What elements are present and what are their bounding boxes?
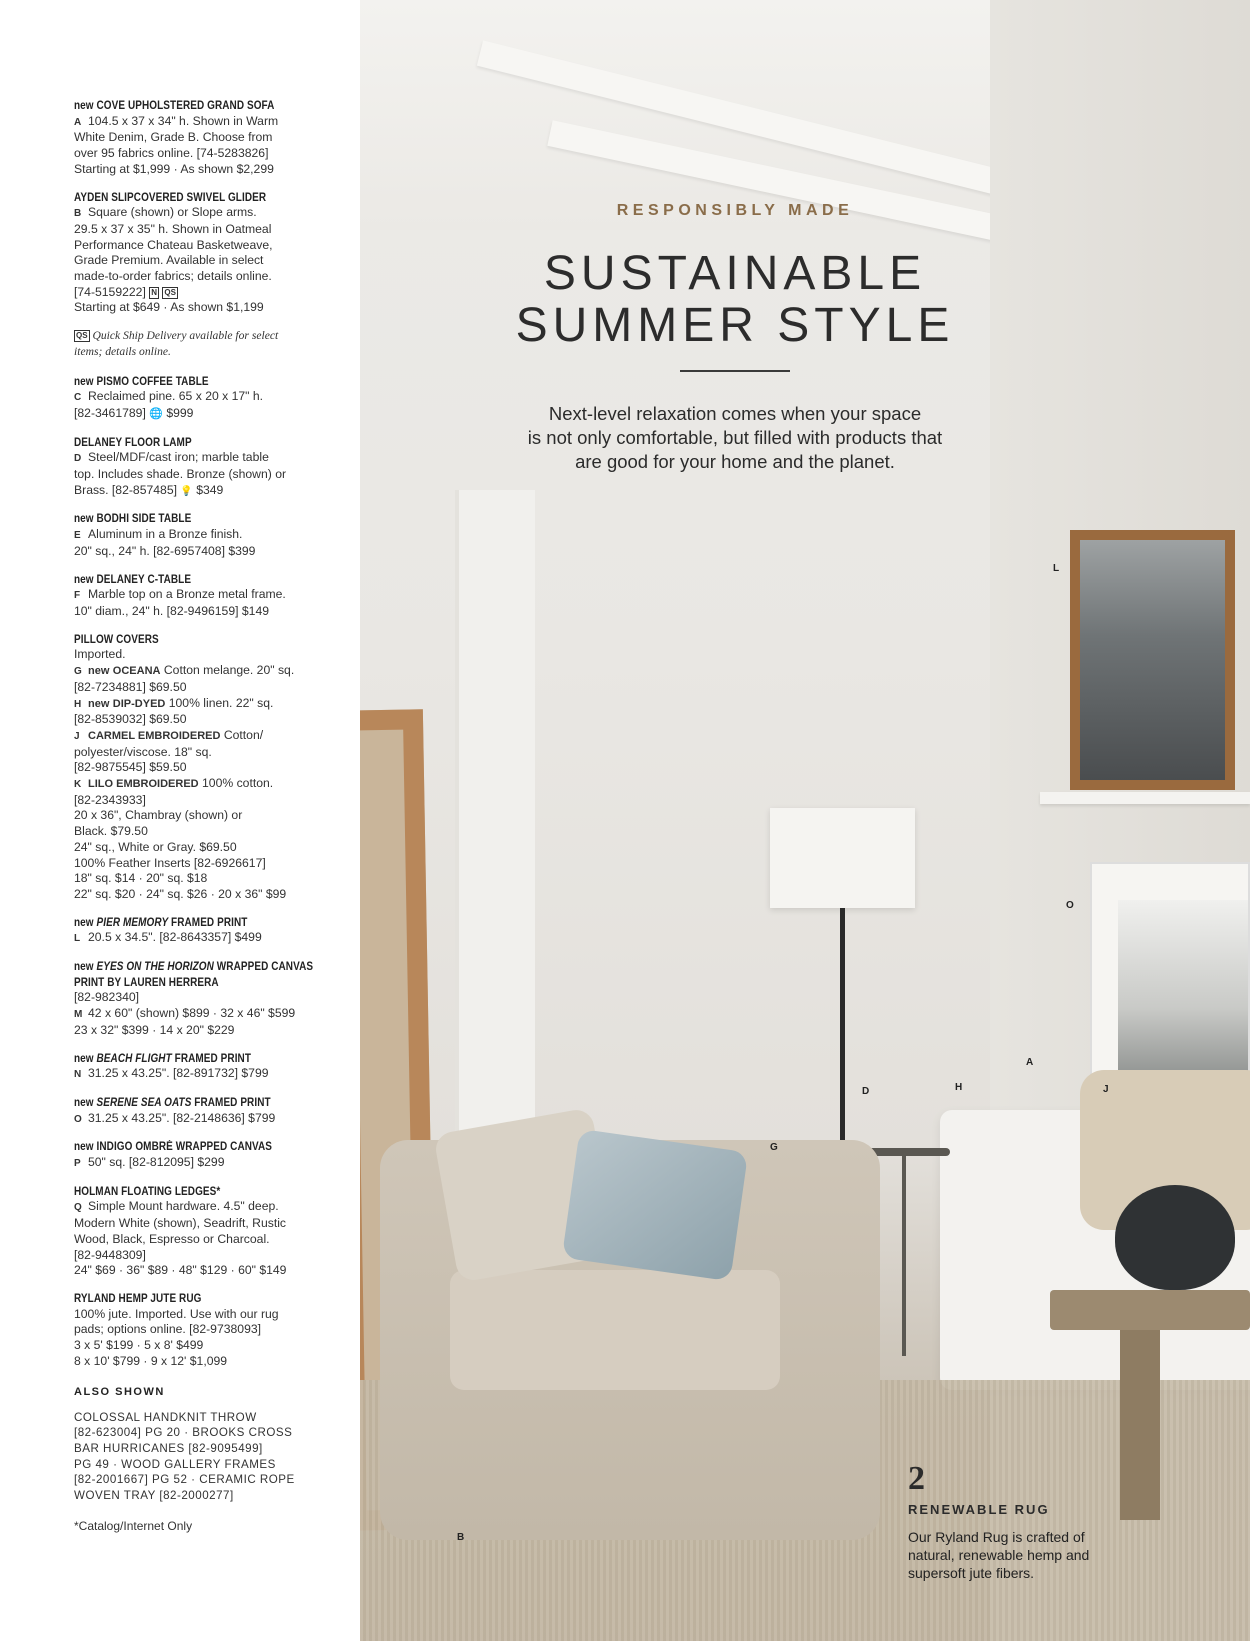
also-shown-title: ALSO SHOWN <box>74 1385 165 1398</box>
also-shown-line: [82-623004] PG 20 · BROOKS CROSS <box>74 1426 293 1440</box>
product-holman-ledges <box>74 1184 350 1279</box>
detail-text: Marble top on a Bronze metal frame. <box>88 587 286 602</box>
product-name: WRAPPED CANVAS <box>216 960 314 974</box>
item-key: G <box>74 666 82 678</box>
product-title <box>74 1051 311 1067</box>
also-shown-line: PG 49 · WOOD GALLERY FRAMES <box>74 1457 276 1471</box>
price-text: $349 <box>196 482 224 497</box>
detail-text: 100% cotton. <box>202 776 274 791</box>
product-detail <box>74 587 350 604</box>
item-key: L <box>74 933 81 945</box>
also-shown-line: COLOSSAL HANDKNIT THROW <box>74 1410 257 1424</box>
product-price: [82-8539032] $69.50 <box>74 712 187 727</box>
section-eyebrow: RESPONSIBLY MADE <box>616 202 854 219</box>
catalog-footnote: *Catalog/Internet Only <box>74 1518 193 1533</box>
sku-text: [74-5159222] <box>74 284 146 299</box>
glider-seat <box>450 1270 780 1390</box>
product-detail <box>74 1155 350 1172</box>
detail-text: 31.25 x 43.25". [82-891732] $799 <box>88 1066 269 1081</box>
product-price: [82-7234881] $69.50 <box>74 679 187 694</box>
divider <box>680 370 790 372</box>
product-title <box>74 1139 311 1155</box>
callout-l: L <box>1053 563 1060 574</box>
framed-print-l <box>1070 530 1235 790</box>
product-detail <box>74 114 350 131</box>
product-detail: made-to-order fabrics; details online. <box>74 269 272 284</box>
product-pillow-covers <box>74 632 350 903</box>
product-detail: 23 x 32" $399 · 14 x 20" $229 <box>74 1022 235 1037</box>
new-design-icon: N <box>151 287 158 297</box>
product-title <box>74 959 314 975</box>
product-name: SERENE SEA OATS <box>96 1095 192 1109</box>
product-title <box>74 1095 311 1111</box>
product-detail: 100% Feather Inserts [82-6926617] <box>74 855 266 870</box>
product-detail: top. Includes shade. Bronze (shown) or <box>74 467 287 482</box>
product-detail: 100% jute. Imported. Use with our rug <box>74 1306 279 1321</box>
product-title <box>74 374 311 390</box>
product-detail <box>74 1199 350 1216</box>
new-tag: new <box>74 572 94 586</box>
product-name: INDIGO OMBRÉ WRAPPED CANVAS <box>96 1140 273 1154</box>
product-name: FRAMED PRINT <box>174 1051 252 1065</box>
pillow-name: DIP-DYED <box>112 697 166 710</box>
product-name: PIER MEMORY <box>96 915 169 929</box>
product-indigo-ombre <box>74 1139 350 1171</box>
detail-text: Steel/MDF/cast iron; marble table <box>88 450 269 465</box>
product-detail: Performance Chateau Basketweave, <box>74 237 273 252</box>
callout-g: G <box>770 1142 778 1153</box>
headline-line: SUSTAINABLE <box>543 247 927 300</box>
floating-ledge <box>1040 792 1250 804</box>
product-sku: [82-982340] <box>74 990 140 1005</box>
product-name: PRINT BY LAUREN HERRERA <box>74 975 219 989</box>
product-detail <box>74 389 350 406</box>
product-name: HOLMAN FLOATING LEDGES* <box>74 1184 221 1198</box>
detail-text: Simple Mount hardware. 4.5" deep. <box>88 1199 279 1214</box>
product-title <box>74 511 311 527</box>
product-name: AYDEN SLIPCOVERED SWIVEL GLIDER <box>74 190 267 204</box>
detail-text: Square (shown) or Slope arms. <box>88 205 257 220</box>
product-price: Starting at $1,999 · As shown $2,299 <box>74 161 274 176</box>
product-detail: over 95 fabrics online. [74-5283826] <box>74 146 269 161</box>
product-cove-sofa <box>74 98 350 178</box>
product-detail <box>74 1111 350 1128</box>
product-serene-sea-oats <box>74 1095 350 1127</box>
feature-line: natural, renewable hemp and <box>908 1547 1090 1563</box>
product-price: 10" diam., 24" h. [82-9496159] $149 <box>74 603 269 618</box>
new-tag: new <box>74 512 94 526</box>
coffee-table-top <box>1050 1290 1250 1330</box>
side-table-leg <box>902 1156 906 1356</box>
coffee-table-leg <box>1120 1330 1160 1520</box>
pillow-dip-dyed <box>74 696 350 713</box>
also-shown-line: [82-2001667] PG 52 · CERAMIC ROPE <box>74 1473 295 1487</box>
product-detail: Black. $79.50 <box>74 824 148 839</box>
headline-line: SUMMER STYLE <box>515 299 955 352</box>
new-tag: new <box>88 697 110 710</box>
pillow-name: LILO EMBROIDERED <box>88 778 199 791</box>
new-tag: new <box>74 1095 94 1109</box>
product-detail <box>74 1006 350 1023</box>
product-price: Starting at $649 · As shown $1,199 <box>74 300 264 315</box>
product-detail: 18" sq. $14 · 20" sq. $18 <box>74 871 208 886</box>
product-name: BEACH FLIGHT <box>96 1051 172 1065</box>
feature-line: Our Ryland Rug is crafted of <box>908 1529 1085 1545</box>
callout-o: O <box>1066 900 1074 911</box>
new-tag: new <box>74 99 94 112</box>
product-detail: pads; options online. [82-9738093] <box>74 1322 262 1337</box>
product-sku <box>74 483 350 500</box>
price-text: $999 <box>166 405 194 420</box>
product-detail <box>74 930 350 947</box>
product-detail: 29.5 x 37 x 35" h. Shown in Oatmeal <box>74 221 272 236</box>
detail-text: 42 x 60" (shown) $899 · 32 x 46" $599 <box>88 1006 296 1021</box>
pillow-blue <box>562 1129 748 1281</box>
item-key: H <box>74 698 82 710</box>
callout-a: A <box>1026 1057 1034 1068</box>
item-key: D <box>74 453 82 465</box>
product-sku: [82-9448309] <box>74 1247 146 1262</box>
item-key: Q <box>74 1202 82 1214</box>
product-detail: Imported. <box>74 647 126 662</box>
new-tag: new <box>74 915 94 929</box>
product-name: DELANEY C-TABLE <box>96 572 192 586</box>
item-key: C <box>74 392 82 404</box>
product-detail: 24" sq., White or Gray. $69.50 <box>74 839 237 854</box>
ceramic-vase <box>1115 1185 1235 1290</box>
product-price: 8 x 10' $799 · 9 x 12' $1,099 <box>74 1353 228 1368</box>
product-detail: 20 x 36", Chambray (shown) or <box>74 808 243 823</box>
feature-number: 2 <box>908 1460 925 1497</box>
new-tag: new <box>74 374 94 388</box>
quick-ship-icon: QS <box>76 331 88 341</box>
feature-line: supersoft jute fibers. <box>908 1565 1035 1581</box>
also-shown-line: WOVEN TRAY [82-2000277] <box>74 1489 234 1503</box>
item-key: J <box>74 730 80 742</box>
product-name: DELANEY FLOOR LAMP <box>74 435 192 449</box>
quick-ship-note <box>74 328 350 359</box>
detail-text: 20.5 x 34.5". [82-8643357] $499 <box>88 930 262 945</box>
product-detail: Grade Premium. Available in select <box>74 253 264 268</box>
item-key: E <box>74 530 81 542</box>
new-tag: new <box>74 1051 94 1065</box>
product-name: BODHI SIDE TABLE <box>96 512 192 526</box>
product-name: FRAMED PRINT <box>194 1095 271 1109</box>
product-name: COVE UPHOLSTERED GRAND SOFA <box>96 99 275 112</box>
pillow-oceana <box>74 663 350 680</box>
lamp-shade <box>770 808 915 908</box>
note-text: items; details online. <box>74 344 171 358</box>
product-delaney-c-table <box>74 572 350 620</box>
bulb-icon: 💡 <box>180 485 193 497</box>
pillow-name: OCEANA <box>112 665 161 678</box>
product-ryland-rug <box>74 1291 350 1370</box>
globe-icon: 🌐 <box>149 407 163 420</box>
product-pismo-table <box>74 374 350 423</box>
feature-body <box>908 1528 1108 1582</box>
item-key: P <box>74 1158 81 1170</box>
detail-text: Cotton/ <box>223 727 264 742</box>
detail-text: Reclaimed pine. 65 x 20 x 17" h. <box>88 389 264 404</box>
detail-text: 104.5 x 37 x 34" h. Shown in Warm <box>88 113 279 128</box>
product-detail: polyester/viscose. 18" sq. <box>74 744 212 759</box>
framed-print-o <box>1090 862 1250 1082</box>
product-sku <box>74 406 350 423</box>
detail-text: Cotton melange. 20" sq. <box>163 663 295 678</box>
item-key: K <box>74 779 82 791</box>
product-detail: [82-2343933] <box>74 792 146 807</box>
product-detail <box>74 527 350 544</box>
product-detail <box>74 450 350 467</box>
product-price: 20" sq., 24" h. [82-6957408] $399 <box>74 543 256 558</box>
note-text: Quick Ship Delivery available for select <box>92 329 279 343</box>
product-name: FRAMED PRINT <box>171 915 248 929</box>
quick-ship-icon: QS <box>164 287 176 297</box>
product-eyes-horizon <box>74 959 350 1039</box>
intro-text <box>460 402 1010 474</box>
new-tag: new <box>74 1140 94 1154</box>
intro-line: is not only comfortable, but filled with products that <box>527 427 943 448</box>
product-title <box>74 915 311 931</box>
product-name: PISMO COFFEE TABLE <box>96 374 209 388</box>
product-beach-flight <box>74 1051 350 1083</box>
intro-line: are good for your home and the planet. <box>575 451 895 472</box>
product-sku <box>74 285 350 301</box>
callout-h: H <box>955 1082 963 1093</box>
product-name: RYLAND HEMP JUTE RUG <box>74 1292 202 1305</box>
callout-j: J <box>1103 1084 1109 1095</box>
sku-text: Brass. [82-857485] <box>74 482 177 497</box>
callout-b: B <box>457 1532 465 1543</box>
product-delaney-lamp <box>74 435 350 500</box>
product-name: EYES ON THE HORIZON <box>96 960 214 974</box>
item-key: O <box>74 1113 82 1125</box>
callout-d: D <box>862 1086 870 1097</box>
product-bodhi-table <box>74 511 350 559</box>
item-key: A <box>74 116 82 128</box>
detail-text: 31.25 x 43.25". [82-2148636] $799 <box>88 1110 276 1125</box>
pillow-carmel <box>74 728 350 745</box>
product-detail: Modern White (shown), Seadrift, Rustic <box>74 1216 287 1231</box>
product-list-column <box>0 0 360 1641</box>
feature-title: RENEWABLE RUG <box>908 1502 1050 1517</box>
pillow-lilo <box>74 776 350 793</box>
product-detail <box>74 205 350 222</box>
intro-line: Next-level relaxation comes when your space <box>548 403 922 424</box>
detail-text: 100% linen. 22" sq. <box>168 695 274 710</box>
item-key: N <box>74 1069 82 1081</box>
pillow-name: CARMEL EMBROIDERED <box>88 729 221 742</box>
new-tag: new <box>88 665 110 678</box>
product-title <box>74 572 311 588</box>
product-detail: Wood, Black, Espresso or Charcoal. <box>74 1231 270 1246</box>
product-detail: White Denim, Grade B. Choose from <box>74 130 273 145</box>
also-shown-line: BAR HURRICANES [82-9095499] <box>74 1441 263 1455</box>
print-image <box>1118 900 1248 1080</box>
product-detail <box>74 1066 350 1083</box>
doorway <box>455 490 535 1190</box>
also-shown-list <box>74 1410 350 1504</box>
sku-text: [82-3461789] <box>74 405 146 420</box>
product-ayden-glider <box>74 190 350 317</box>
product-price: 3 x 5' $199 · 5 x 8' $499 <box>74 1338 204 1353</box>
item-key: M <box>74 1009 83 1021</box>
product-detail: 22" sq. $20 · 24" sq. $26 · 20 x 36" $99 <box>74 886 287 901</box>
detail-text: 50" sq. [82-812095] $299 <box>88 1155 225 1170</box>
page-headline <box>360 248 1110 352</box>
product-pier-memory <box>74 915 350 947</box>
product-name: PILLOW COVERS <box>74 632 159 646</box>
detail-text: Aluminum in a Bronze finish. <box>88 527 243 542</box>
product-title <box>74 98 311 114</box>
item-key: B <box>74 208 82 220</box>
item-key: F <box>74 590 81 602</box>
new-tag: new <box>74 960 94 974</box>
product-price: [82-9875545] $59.50 <box>74 760 187 775</box>
product-price: 24" $69 · 36" $89 · 48" $129 · 60" $149 <box>74 1263 287 1278</box>
